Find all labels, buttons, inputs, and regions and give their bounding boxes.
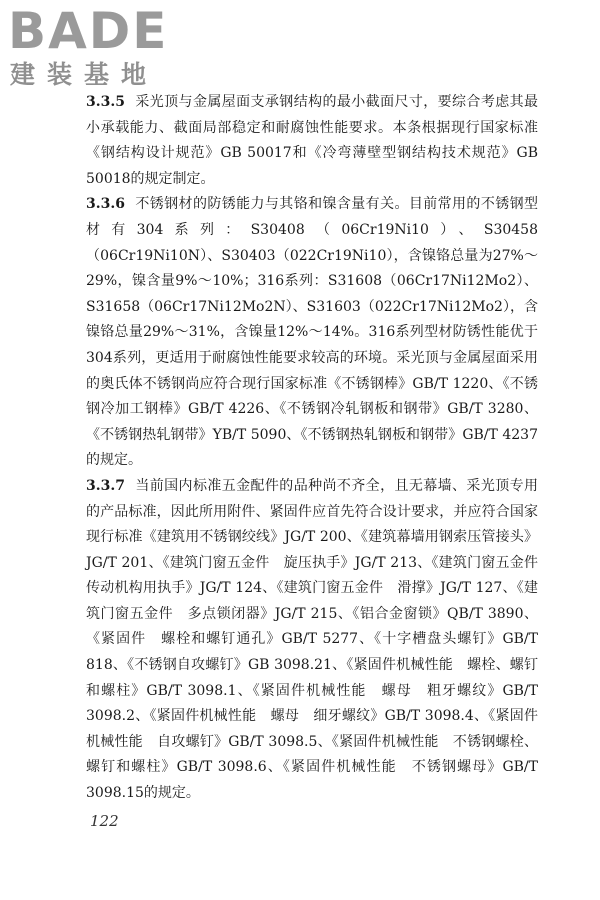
clause-3-3-5 (86, 90, 538, 192)
clause-text: 当前国内标准五金配件的品种尚不齐全，且无幕墙、采光顶专用的产品标准，因此所用附件、紧固件应首先符合设计要求，并应符合国家现行标准《建筑用不锈钢绞线》JG/T 200、《建筑幕墙用钢索压管接头》JG/T 201、《建筑门窗五金件 旋压执手》JG/T 213、《建筑门窗五金件 传动机构用执手》JG/T 124、《建筑门窗五金件 滑撑》JG/T 127、《建筑门窗五金件 多点锁闭器》JG/T 215、《铝合金窗锁》QB/T 3890、《紧固件 螺栓和螺钉通孔》GB/T 5277、《十字槽盘头螺钉》GB/T 818、《不锈钢自攻螺钉》GB 3098.21、《紧固件机械性能 螺栓、螺钉和螺柱》GB/T 3098.1、《紧固件机械性能 螺母 粗牙螺纹》GB/T 3098.2、《紧固件机械性能 螺母 细牙螺纹》GB/T 3098.4、《紧固件机械性能 自攻螺钉》GB/T 3098.5、《紧固件机械性能 不锈钢螺栓、螺钉和螺柱》GB/T 3098.6、《紧固件机械性能 不锈钢螺母》GB/T 3098.15的规定。 (86, 477, 552, 802)
clause-number: 3.3.7 (86, 477, 125, 494)
page-number: 122 (90, 812, 119, 830)
clause-text: 不锈钢材的防锈能力与其铬和镍含量有关。目前常用的不锈钢型材有304系列：S30408（06Cr19Ni10）、S30458（06Cr19Ni10N）、S30403（022Cr19Ni10），含镍铬总量为27%～29%，镍含量9%～10%；316系列：S31608（06Cr17Ni12Mo2）、S31658（06Cr17Ni12Mo2N）、S31603（022Cr17Ni12Mo2），含镍铬总量29%～31%，含镍量12%～14%。316系列型材防锈性能优于304系列，更适用于耐腐蚀性能要求较高的环境。采光顶与金属屋面采用的奥氏体不锈钢尚应符合现行国家标准《不锈钢棒》GB/T 1220、《不锈钢冷加工钢棒》GB/T 4226、《不锈钢冷轧钢板和钢带》GB/T 3280、《不锈钢热轧钢带》YB/T 5090、《不锈钢热轧钢板和钢带》GB/T 4237的规定。 (86, 196, 538, 469)
clause-number: 3.3.5 (86, 94, 125, 110)
logo-wordmark: BADE (8, 2, 169, 60)
document-body (86, 90, 552, 807)
clause-3-3-6 (86, 192, 538, 474)
clause-number: 3.3.6 (86, 196, 125, 213)
clause-text: 采光顶与金属屋面支承钢结构的最小截面尺寸，要综合考虑其最小承载能力、截面局部稳定和耐腐蚀性能要求。本条根据现行国家标准《钢结构设计规范》GB 50017和《冷弯薄壁型钢结构技术规范》GB 50018的规定制定。 (86, 94, 538, 187)
brand-logo (8, 4, 183, 96)
clause-3-3-7 (86, 474, 552, 807)
logo-subtitle: 建装基地 (10, 60, 159, 89)
